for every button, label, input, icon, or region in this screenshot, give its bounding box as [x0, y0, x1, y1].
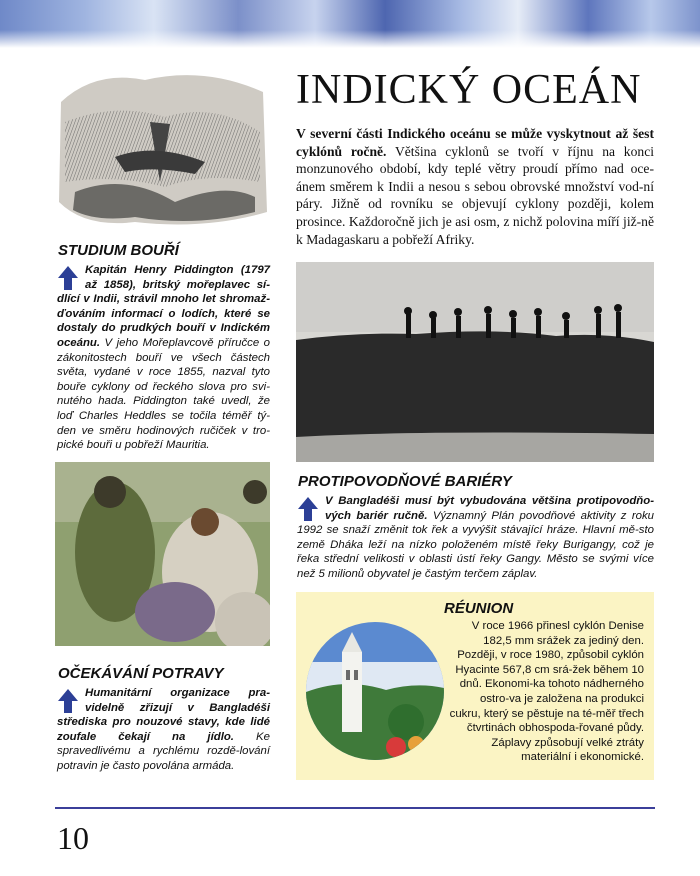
studium-lead: Kapitán Henry Piddington (1797 až 1858), britský mořeplavec sí-dlící v Indii, strávil mnoho let shromaž-ďováním informací o lodích, které se dostaly do prudkých bouří v Indickém oceánu.: [57, 264, 270, 349]
page-title: INDICKÝ OCEÁN: [296, 67, 642, 113]
studium-heading: STUDIUM BOUŘÍ: [58, 242, 179, 259]
reunion-heading: RÉUNION: [444, 600, 514, 617]
footer-rule: [55, 807, 655, 809]
reunion-photo: [306, 622, 444, 760]
studium-body: [57, 263, 270, 453]
header-decorative-band: [0, 0, 700, 48]
ocekavani-text: Ke spravedlivému a rychlému rozdě-lování potravin je často povolána armáda.: [57, 730, 270, 772]
intro-paragraph: [296, 125, 654, 248]
intro-text: Většina cyklonů se tvoří v říjnu na konci monzunového období, kdy teplé větry proudí přímo nad oce-ánem směrem k Indii a nesou s sebou obrovské množství vod-ní páry. Jižně od rovníku se objevují cyklony později, kolem prosince. Každoročně jich je asi osm, z nichž polovina míří již-ně k Madagaskaru a pobřeží Afriky.: [296, 143, 655, 247]
protipovodnove-text: Významný Plán povodňové aktivity z roku 1992 se snaží změnit tok řek a vyvýšit stávající hráze. Hlavní mě-sto země Dháka leží na nízko položeném místě řeky Burigangy, což je řeka střední velikosti v oblasti ústí řeky Gangy. Město se svými více než 5 milionů obyvatel je častým terčem záplav.: [297, 509, 654, 580]
storm-engraving-image: [55, 62, 270, 232]
page-number: 10: [57, 820, 89, 856]
up-arrow-icon: [57, 688, 79, 714]
reunion-text: V roce 1966 přinesl cyklón Denise 182,5 mm srážek za jediný den. Později, v roce 1980, způsobil cyklón Hyacinte 567,8 cm srá-žek během 10 dnů. Ekonomi-ka tohoto nádherného ostro-va je založena na produkci cukru, který se pěstuje na té-měř třech čtvrtinách obhospoda-řované půdy. Záplavy způsobují velké ztráty materiální i ekonomické.: [449, 620, 644, 764]
protipovodnove-body: [297, 494, 654, 582]
studium-text: V jeho Mořeplavcově příručce o zákonitostech bouří ve všech částech světa, vydané v roce 1855, nazval tyto bouře cyklony od řeckého slova pro svi-nutého hada. Piddington také uvedl, že loď Charles Heddles se točila téměř tý-den ve směru hodinových ručiček v tro-pické bouři u pobřeží Mauritia.: [57, 336, 270, 452]
ocekavani-lead: Humanitární organizace pra-videlně zřizují v Bangladéši střediska pro nouzové stavy, kde lidé zoufale čekají na jídlo.: [57, 687, 270, 743]
food-distribution-photo: [55, 462, 270, 646]
up-arrow-icon: [57, 265, 79, 291]
protipovodnove-lead: V Bangladéši musí být vybudována většina protipovodňo-vých bariér ručně.: [325, 495, 654, 522]
ocekavani-body: [57, 686, 270, 774]
ocekavani-heading: OČEKÁVÁNÍ POTRAVY: [58, 665, 224, 682]
intro-lead: V severní části Indického oceánu se může vyskytnout až šest cyklónů ročně.: [296, 126, 654, 159]
reunion-box: [296, 592, 654, 780]
flood-barrier-photo: [296, 262, 654, 462]
protipovodnove-heading: PROTIPOVODŇOVÉ BARIÉRY: [298, 473, 512, 490]
up-arrow-icon: [297, 496, 319, 522]
